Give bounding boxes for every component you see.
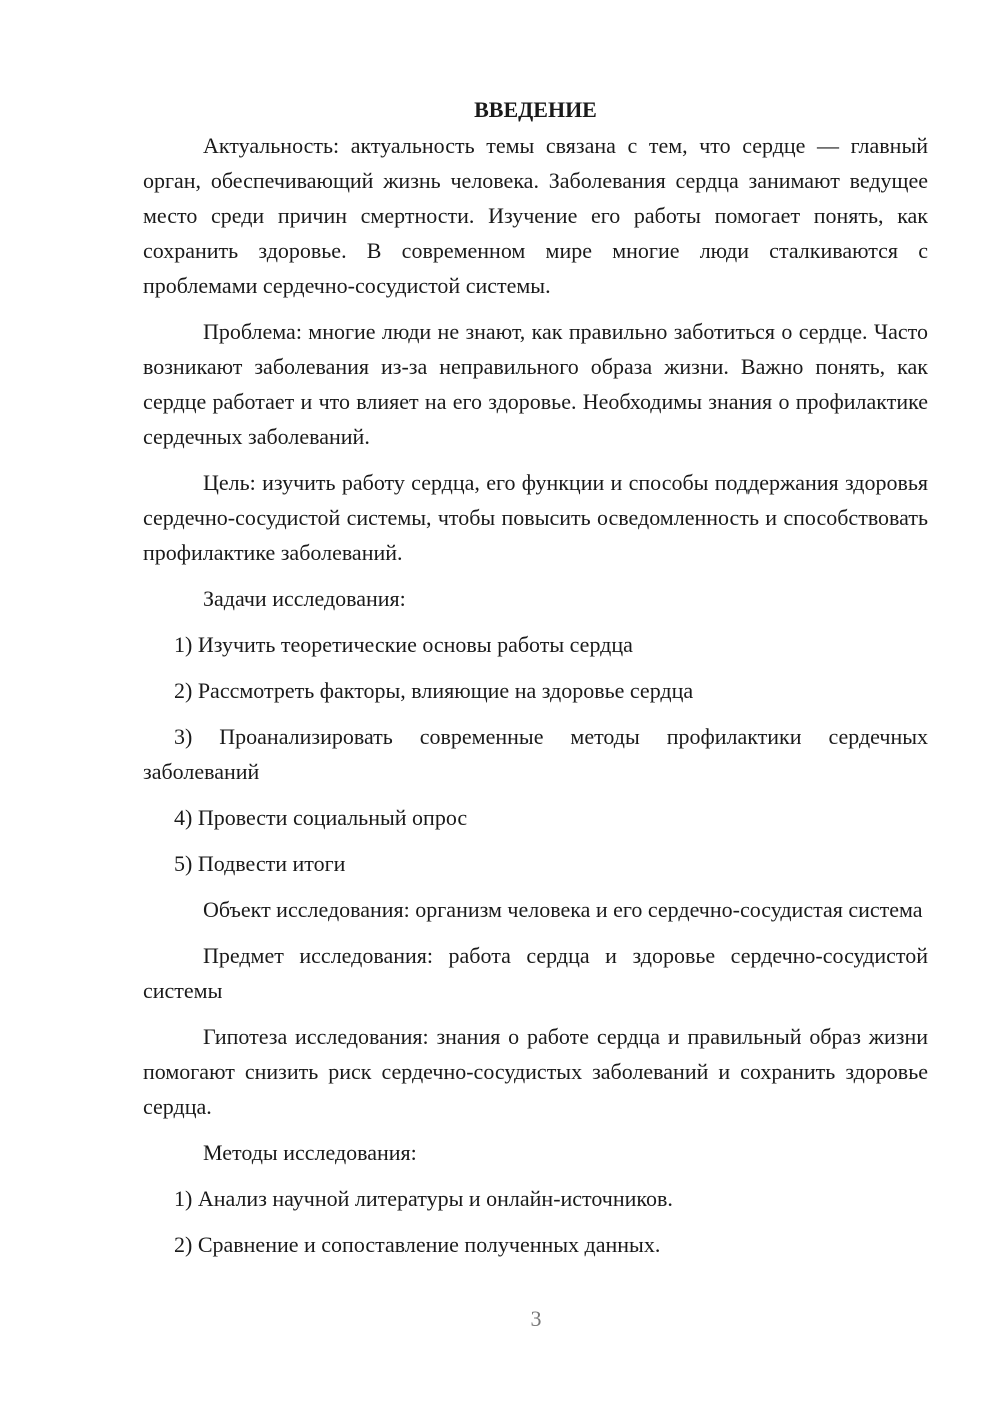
section-heading: ВВЕДЕНИЕ — [474, 97, 597, 122]
method-item: 1) Анализ научной литературы и онлайн-источников. — [174, 1186, 673, 1211]
relevance-paragraph: Актуальность: актуальность темы связана с тем, что сердце — главный орган, обеспечивающий жизнь человека. Заболевания сердца занимают ведущее место среди причин смертности. Изучение его работы помогает понять, как сохранить здоровье. В современном мире многие люди сталкиваются с проблемами сердечно-сосудистой системы. — [143, 133, 928, 298]
task-item: 5) Подвести итоги — [174, 851, 346, 876]
method-item: 2) Сравнение и сопоставление полученных данных. — [174, 1232, 661, 1257]
subject-paragraph: Предмет исследования: работа сердца и здоровье сердечно-сосудистой системы — [143, 943, 928, 1003]
object-paragraph: Объект исследования: организм человека и его сердечно-сосудистая система — [203, 897, 923, 922]
methods-title: Методы исследования: — [203, 1140, 417, 1165]
tasks-title: Задачи исследования: — [203, 586, 406, 611]
task-item: 2) Рассмотреть факторы, влияющие на здоровье сердца — [174, 678, 694, 703]
task-item: 1) Изучить теоретические основы работы сердца — [174, 632, 633, 657]
page-number: 3 — [530, 1306, 542, 1331]
goal-paragraph: Цель: изучить работу сердца, его функции и способы поддержания здоровья сердечно-сосудистой системы, чтобы повысить осведомленность и способствовать профилактике заболеваний. — [143, 470, 928, 565]
task-item: 3) Проанализировать современные методы профилактики сердечных заболеваний — [143, 724, 928, 784]
hypothesis-paragraph: Гипотеза исследования: знания о работе сердца и правильный образ жизни помогают снизить риск сердечно-сосудистых заболеваний и сохранить здоровье сердца. — [143, 1024, 928, 1119]
task-item: 4) Провести социальный опрос — [174, 805, 468, 830]
problem-paragraph: Проблема: многие люди не знают, как правильно заботиться о сердце. Часто возникают заболевания из-за неправильного образа жизни. Важно понять, как сердце работает и что влияет на его здоровье. Необходимы знания о профилактике сердечных заболеваний. — [143, 319, 928, 449]
document-body — [143, 92, 928, 1273]
